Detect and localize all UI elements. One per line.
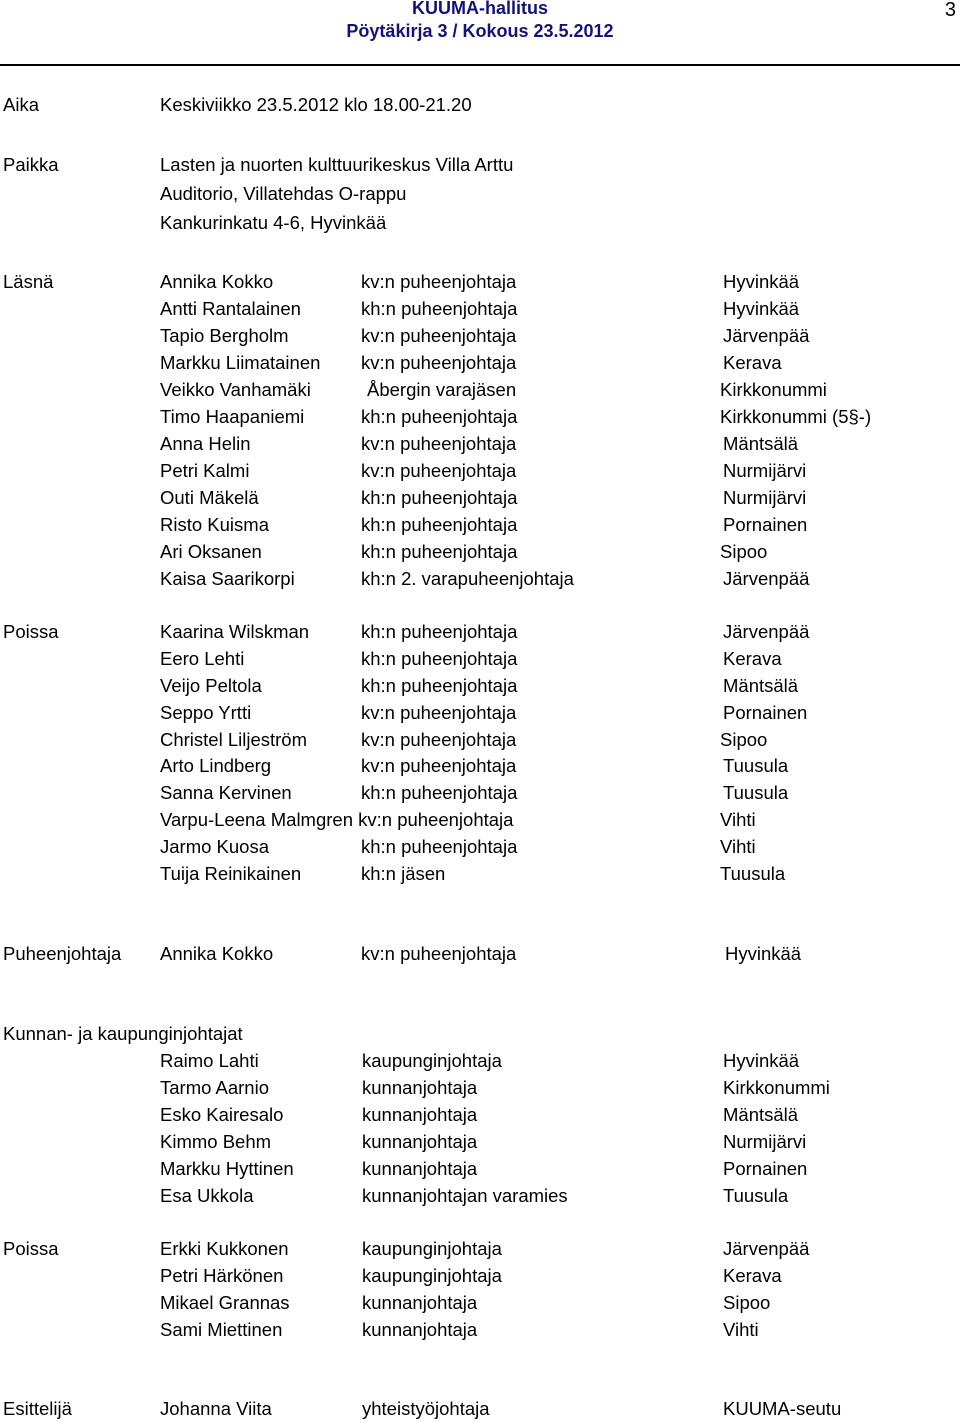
absentee-town: Mäntsälä	[723, 675, 799, 696]
attendee-row	[0, 565, 960, 592]
manager-town: Nurmijärvi	[723, 1131, 807, 1152]
attendee-town: Järvenpää	[723, 568, 810, 589]
manager-row	[0, 1101, 960, 1128]
presenter-role: yhteistyöjohtaja	[362, 1398, 490, 1419]
attendee-name: Petri Kalmi	[160, 460, 250, 481]
poissa2-label: Poissa	[3, 1238, 59, 1259]
absentee-name: Eero Lehti	[160, 648, 245, 669]
attendee-role: kv:n puheenjohtaja	[361, 325, 517, 346]
absent-manager-role: kunnanjohtaja	[362, 1292, 478, 1313]
paikka-line: Auditorio, Villatehdas O-rappu	[160, 183, 407, 204]
attendee-role: kh:n puheenjohtaja	[361, 514, 518, 535]
manager-row	[0, 1182, 960, 1209]
attendee-town: Nurmijärvi	[723, 460, 807, 481]
attendee-town: Pornainen	[723, 514, 808, 535]
attendee-name: Ari Oksanen	[160, 541, 262, 562]
paikka-line: Kankurinkatu 4-6, Hyvinkää	[160, 212, 387, 233]
absentee-row	[0, 860, 960, 887]
absentee-town: Tuusula	[723, 755, 789, 776]
absentee-town: Pornainen	[723, 702, 808, 723]
attendee-role: kh:n puheenjohtaja	[361, 487, 518, 508]
attendee-town: Kerava	[723, 352, 782, 373]
header-divider	[0, 64, 960, 66]
absentee-role: kh:n puheenjohtaja	[361, 675, 518, 696]
manager-row	[0, 1074, 960, 1101]
attendee-role: kh:n puheenjohtaja	[361, 406, 518, 427]
attendee-row	[0, 376, 960, 403]
manager-name: Markku Hyttinen	[160, 1158, 294, 1179]
attendee-name: Risto Kuisma	[160, 514, 269, 535]
attendee-role: kv:n puheenjohtaja	[361, 433, 517, 454]
attendee-row	[0, 484, 960, 511]
aika-value: Keskiviikko 23.5.2012 klo 18.00-21.20	[160, 94, 472, 115]
absentee-role: kv:n puheenjohtaja	[361, 702, 517, 723]
manager-role: kunnanjohtaja	[362, 1158, 478, 1179]
attendee-row	[0, 268, 960, 295]
absentee-name: Veijo Peltola	[160, 675, 262, 696]
absent-manager-row	[0, 1289, 960, 1316]
chair-row	[0, 940, 960, 967]
attendee-row	[0, 538, 960, 565]
attendee-row	[0, 349, 960, 376]
attendee-role: kv:n puheenjohtaja	[361, 352, 517, 373]
absentee-row	[0, 726, 960, 753]
manager-town: Hyvinkää	[723, 1050, 800, 1071]
paikka-label: Paikka	[3, 154, 59, 175]
aika-row	[0, 91, 960, 118]
manager-role: kunnanjohtajan varamies	[362, 1185, 568, 1206]
attendee-name: Antti Rantalainen	[160, 298, 301, 319]
presenter-org: KUUMA-seutu	[723, 1398, 842, 1419]
attendee-row	[0, 322, 960, 349]
attendee-town: Hyvinkää	[723, 298, 800, 319]
manager-town: Pornainen	[723, 1158, 808, 1179]
managers-heading-row	[0, 1020, 960, 1047]
attendee-name: Anna Helin	[160, 433, 251, 454]
manager-role: kunnanjohtaja	[362, 1131, 478, 1152]
attendee-row	[0, 295, 960, 322]
attendee-name: Outi Mäkelä	[160, 487, 259, 508]
paikka-line: Lasten ja nuorten kulttuurikeskus Villa Arttu	[160, 154, 514, 175]
absentee-row	[0, 618, 960, 645]
chair-label: Puheenjohtaja	[3, 943, 122, 964]
manager-town: Tuusula	[723, 1185, 789, 1206]
manager-role: kunnanjohtaja	[362, 1077, 478, 1098]
absentee-row	[0, 645, 960, 672]
attendee-row	[0, 511, 960, 538]
presenter-name: Johanna Viita	[160, 1398, 272, 1419]
presenter-label: Esittelijä	[3, 1398, 72, 1419]
attendee-town: Hyvinkää	[723, 271, 800, 292]
manager-name: Esa Ukkola	[160, 1185, 254, 1206]
page-header	[0, 0, 960, 66]
manager-name: Esko Kairesalo	[160, 1104, 284, 1125]
absentee-name: Tuija Reinikainen	[160, 863, 302, 884]
manager-town: Mäntsälä	[723, 1104, 799, 1125]
manager-row	[0, 1155, 960, 1182]
manager-row	[0, 1047, 960, 1074]
lasna-label: Läsnä	[3, 271, 54, 292]
attendee-town: Sipoo	[720, 541, 768, 562]
absent-manager-name: Sami Miettinen	[160, 1319, 283, 1340]
attendee-row	[0, 430, 960, 457]
absentee-name: Seppo Yrtti	[160, 702, 252, 723]
attendee-role: kh:n puheenjohtaja	[361, 541, 518, 562]
absentee-role: kh:n puheenjohtaja	[361, 782, 518, 803]
attendee-name: Kaisa Saarikorpi	[160, 568, 295, 589]
absent-manager-role: kaupunginjohtaja	[362, 1265, 502, 1286]
attendee-town: Kirkkonummi	[720, 379, 827, 400]
attendee-role: kh:n puheenjohtaja	[361, 298, 518, 319]
absentee-name: Christel Liljeström	[160, 729, 308, 750]
absent-manager-town: Järvenpää	[723, 1238, 810, 1259]
absent-manager-role: kaupunginjohtaja	[362, 1238, 502, 1259]
absent-manager-role: kunnanjohtaja	[362, 1319, 478, 1340]
attendee-town: Mäntsälä	[723, 433, 799, 454]
document-title: KUUMA-hallitus	[412, 0, 548, 18]
manager-name: Kimmo Behm	[160, 1131, 272, 1152]
attendee-town: Järvenpää	[723, 325, 810, 346]
absent-manager-row	[0, 1262, 960, 1289]
paikka-row	[0, 151, 960, 178]
chair-town: Hyvinkää	[725, 943, 802, 964]
absentee-row	[0, 672, 960, 699]
absentee-row	[0, 752, 960, 779]
attendee-name: Veikko Vanhamäki	[160, 379, 311, 400]
absentee-name: Arto Lindberg	[160, 755, 272, 776]
absentee-name: Sanna Kervinen	[160, 782, 292, 803]
absent-manager-name: Mikael Grannas	[160, 1292, 290, 1313]
attendee-role: kv:n puheenjohtaja	[361, 271, 517, 292]
manager-role: kunnanjohtaja	[362, 1104, 478, 1125]
paikka-row	[0, 180, 960, 207]
absent-manager-name: Erkki Kukkonen	[160, 1238, 289, 1259]
presenter-row	[0, 1395, 960, 1422]
absentee-row	[0, 833, 960, 860]
page-number: 3	[944, 0, 956, 21]
absentee-town: Tuusula	[720, 863, 786, 884]
attendee-role: Åbergin varajäsen	[367, 379, 517, 400]
attendee-row	[0, 403, 960, 430]
absent-manager-town: Vihti	[723, 1319, 759, 1340]
attendee-row	[0, 457, 960, 484]
paikka-row	[0, 209, 960, 236]
absentee-name: Varpu-Leena Malmgren kv:n puheenjohtaja	[160, 809, 514, 830]
absent-manager-row	[0, 1235, 960, 1262]
absentee-name: Kaarina Wilskman	[160, 621, 310, 642]
attendee-role: kv:n puheenjohtaja	[361, 460, 517, 481]
attendee-role: kh:n 2. varapuheenjohtaja	[361, 568, 574, 589]
absentee-town: Järvenpää	[723, 621, 810, 642]
absentee-row	[0, 699, 960, 726]
absentee-role: kv:n puheenjohtaja	[361, 755, 517, 776]
absent-manager-town: Sipoo	[723, 1292, 771, 1313]
manager-role: kaupunginjohtaja	[362, 1050, 502, 1071]
chair-name: Annika Kokko	[160, 943, 274, 964]
absentee-town: Vihti	[720, 809, 756, 830]
manager-name: Raimo Lahti	[160, 1050, 259, 1071]
document-subtitle: Pöytäkirja 3 / Kokous 23.5.2012	[346, 21, 614, 41]
absentee-town: Sipoo	[720, 729, 768, 750]
absentee-role: kh:n puheenjohtaja	[361, 836, 518, 857]
managers-heading: Kunnan- ja kaupunginjohtajat	[3, 1023, 243, 1044]
absentee-role: kh:n puheenjohtaja	[361, 621, 518, 642]
attendee-name: Tapio Bergholm	[160, 325, 289, 346]
absentee-town: Vihti	[720, 836, 756, 857]
absentee-row	[0, 779, 960, 806]
manager-row	[0, 1128, 960, 1155]
poissa-label: Poissa	[3, 621, 59, 642]
absentee-town: Tuusula	[723, 782, 789, 803]
attendee-town: Kirkkonummi (5§-)	[720, 406, 872, 427]
attendee-town: Nurmijärvi	[723, 487, 807, 508]
absentee-town: Kerava	[723, 648, 782, 669]
manager-town: Kirkkonummi	[723, 1077, 830, 1098]
absentee-role: kh:n jäsen	[361, 863, 446, 884]
chair-role: kv:n puheenjohtaja	[361, 943, 517, 964]
absent-manager-row	[0, 1316, 960, 1343]
absentee-name: Jarmo Kuosa	[160, 836, 269, 857]
absentee-role: kv:n puheenjohtaja	[361, 729, 517, 750]
attendee-name: Markku Liimatainen	[160, 352, 321, 373]
absent-manager-town: Kerava	[723, 1265, 782, 1286]
attendee-name: Annika Kokko	[160, 271, 274, 292]
absentee-role: kh:n puheenjohtaja	[361, 648, 518, 669]
aika-label: Aika	[3, 94, 39, 115]
attendee-name: Timo Haapaniemi	[160, 406, 305, 427]
absentee-row	[0, 806, 960, 833]
manager-name: Tarmo Aarnio	[160, 1077, 269, 1098]
absent-manager-name: Petri Härkönen	[160, 1265, 284, 1286]
